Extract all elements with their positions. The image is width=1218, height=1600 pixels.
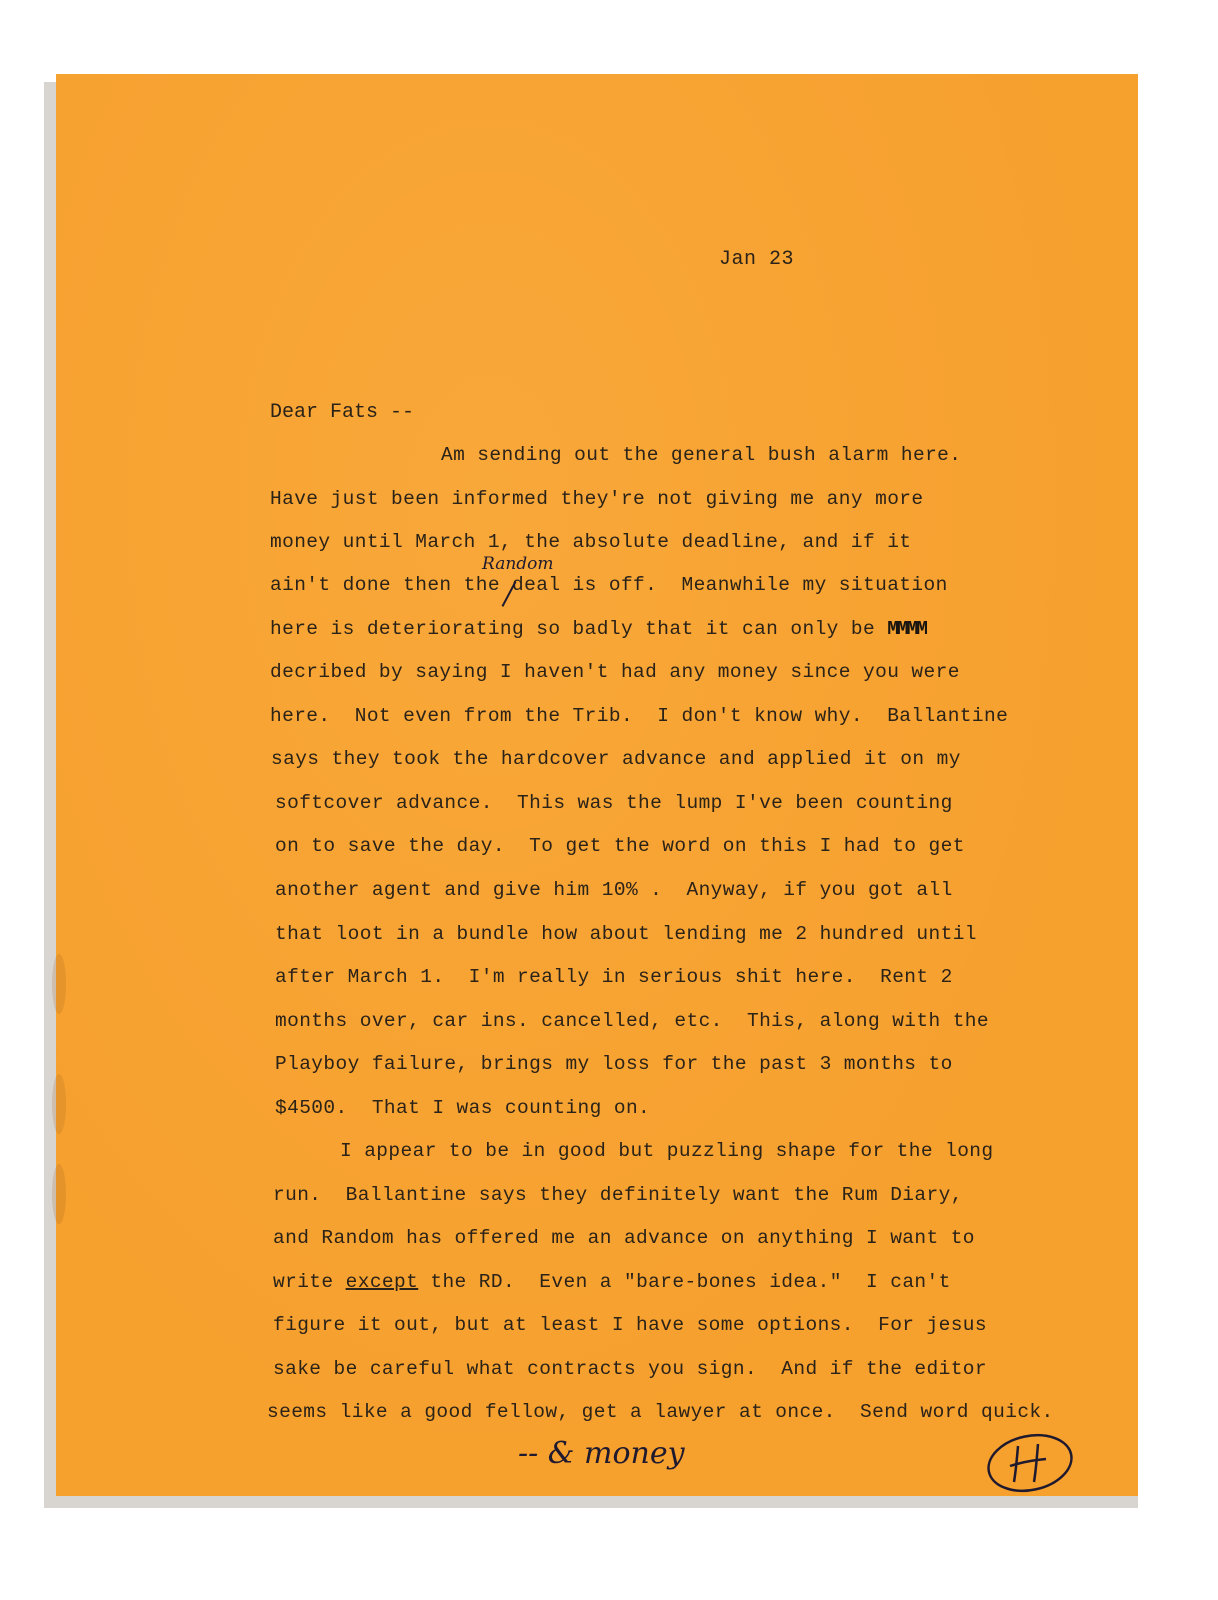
letter-line: here. Not even from the Trib. I don't know why. Ballantine xyxy=(270,705,1009,727)
letter-line: Playboy failure, brings my loss for the past 3 months to xyxy=(275,1053,953,1075)
letter-line-text: here is deteriorating so badly that it can only be xyxy=(270,618,888,640)
letter-line: seems like a good fellow, get a lawyer at once. Send word quick. xyxy=(267,1401,1054,1423)
letter-line: decribed by saying I haven't had any money since you were xyxy=(270,661,960,683)
letter-line: Have just been informed they're not giving me any more xyxy=(270,488,924,510)
underlined-word: except xyxy=(345,1271,419,1293)
letter-line: run. Ballantine says they definitely want the Rum Diary, xyxy=(273,1184,963,1206)
letter-line-with-xout xyxy=(270,618,926,640)
letter-line: Am sending out the general bush alarm here. xyxy=(441,444,962,466)
handwritten-insertion: Random xyxy=(482,554,554,574)
letter-line: that loot in a bundle how about lending me 2 hundred until xyxy=(275,923,977,945)
letter-date: Jan 23 xyxy=(719,248,795,271)
letter-line-text: write xyxy=(273,1271,346,1293)
xed-out-text: MMMM xyxy=(887,618,927,640)
letter-sheet xyxy=(56,74,1138,1496)
paper-stain xyxy=(52,1074,66,1134)
letter-line: and Random has offered me an advance on anything I want to xyxy=(273,1227,975,1249)
paper-stain xyxy=(52,954,66,1014)
salutation: Dear Fats -- xyxy=(270,401,415,424)
signature xyxy=(984,1432,1076,1494)
letter-line: ain't done then the deal is off. Meanwhile my situation xyxy=(270,574,948,596)
letter-line: sake be careful what contracts you sign. And if the editor xyxy=(273,1358,988,1380)
letter-line: money until March 1, the absolute deadline, and if it xyxy=(270,531,912,553)
letter-line: after March 1. I'm really in serious shit here. Rent 2 xyxy=(275,966,953,988)
letter-line-with-underline xyxy=(273,1271,951,1293)
letter-line-text: the RD. Even a "bare-bones idea." I can't xyxy=(418,1271,951,1293)
handwritten-postscript: -- & money xyxy=(518,1436,685,1471)
letter-line: $4500. That I was counting on. xyxy=(275,1097,651,1119)
letter-line: another agent and give him 10% . Anyway, if you got all xyxy=(275,879,953,901)
letter-line: figure it out, but at least I have some options. For jesus xyxy=(273,1314,988,1336)
paper-stain xyxy=(52,1164,66,1224)
letter-line: says they took the hardcover advance and applied it on my xyxy=(271,748,961,770)
letter-line: months over, car ins. cancelled, etc. This, along with the xyxy=(275,1010,990,1032)
letter-line: on to save the day. To get the word on this I had to get xyxy=(275,835,965,857)
signature-circle-icon xyxy=(984,1432,1076,1494)
letter-line: I appear to be in good but puzzling shape for the long xyxy=(340,1140,994,1162)
letter-line: softcover advance. This was the lump I've been counting xyxy=(275,792,953,814)
